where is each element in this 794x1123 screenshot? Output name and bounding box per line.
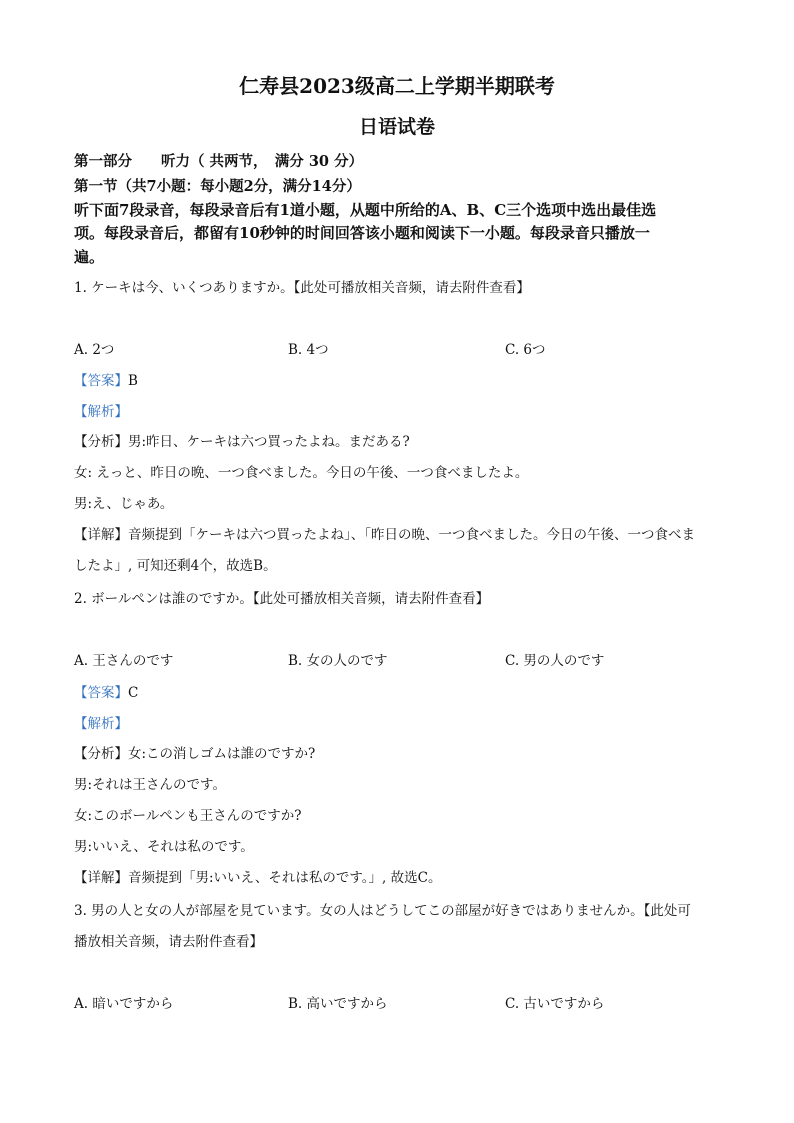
instruction-line: 听下面7段录音，每段录音后有1道小题，从题中所给的A、B、C三个选项中选出最佳选	[74, 201, 657, 219]
dialogue-line: 女:このボールペンも王さんのですか?	[74, 808, 302, 824]
detail-tag: 【详解】	[74, 870, 128, 886]
detail-line	[74, 523, 695, 543]
exam-subtitle: 日语试卷	[358, 116, 435, 138]
option-a: A. 2つ	[74, 342, 115, 358]
detail-line	[74, 866, 441, 886]
analysis-line	[74, 430, 410, 450]
question-stem: 2. ボールペンは誰のですか。【此处可播放相关音频，请去附件查看】	[74, 591, 490, 607]
answer-value: C	[128, 685, 139, 701]
dialogue-line: 男:昨日、ケーキは六つ買ったよね。まだある?	[128, 434, 410, 450]
answer-value: B	[128, 373, 138, 389]
dialogue-line: 男:え、じゃあ。	[74, 496, 174, 512]
dialogue-line: 女:この消しゴムは誰のですか?	[128, 746, 316, 762]
analysis-tag: 【解析】	[74, 716, 128, 732]
option-c: C. 古いですから	[505, 996, 605, 1012]
question-stem: 3. 男の人と女の人が部屋を見ています。女の人はどうしてこの部屋が好きではありませんか。【此处可	[74, 903, 691, 919]
option-c: C. 6つ	[505, 342, 546, 358]
question-stem: 播放相关音频，请去附件查看】	[74, 934, 263, 950]
dialogue-line: 男:いいえ、それは私のです。	[74, 839, 254, 855]
dialogue-line: 男:それは王さんのです。	[74, 777, 226, 793]
section-heading: 第一节（共7小题：每小题2分，满分14分）	[74, 178, 361, 195]
option-a: A. 暗いですから	[74, 996, 174, 1012]
instruction-line: 项。每段录音后，都留有10秒钟的时间回答该小题和阅读下一小题。每段录音只播放一	[74, 224, 650, 242]
answer-tag: 【答案】	[74, 685, 128, 701]
option-c: C. 男の人のです	[505, 653, 605, 669]
analysis-tag: 【解析】	[74, 404, 128, 420]
answer-line	[74, 681, 138, 701]
detail-text: 音频提到「ケーキは六つ買ったよね」、「昨日の晩、一つ食べました。今日の午後、一つ食べま	[128, 527, 695, 543]
option-b: B. 女の人のです	[288, 653, 388, 669]
option-b: B. 高いですから	[288, 996, 388, 1012]
option-b: B. 4つ	[288, 342, 329, 358]
option-a: A. 王さんのです	[74, 653, 174, 669]
instruction-line: 遍。	[74, 248, 105, 266]
answer-line	[74, 369, 138, 389]
analysis-line	[74, 742, 315, 762]
fenxi-tag: 【分析】	[74, 434, 128, 450]
dialogue-line: 女: えっと、昨日の晩、一つ食べました。今日の午後、一つ食べましたよ。	[74, 465, 529, 481]
exam-title: 仁寿县2023级高二上学期半期联考	[239, 74, 555, 98]
detail-text: 音频提到「男:いいえ、それは私のです。」, 故选C。	[128, 870, 442, 886]
fenxi-tag: 【分析】	[74, 746, 128, 762]
question-stem: 1. ケーキは今、いくつありますか。【此处可播放相关音频，请去附件查看】	[74, 280, 530, 296]
answer-tag: 【答案】	[74, 373, 128, 389]
detail-tag: 【详解】	[74, 527, 128, 543]
detail-line: したよ」, 可知还剩4个，故选B。	[74, 558, 277, 574]
part-heading: 第一部分 听力（ 共两节， 满分 30 分）	[74, 153, 364, 170]
